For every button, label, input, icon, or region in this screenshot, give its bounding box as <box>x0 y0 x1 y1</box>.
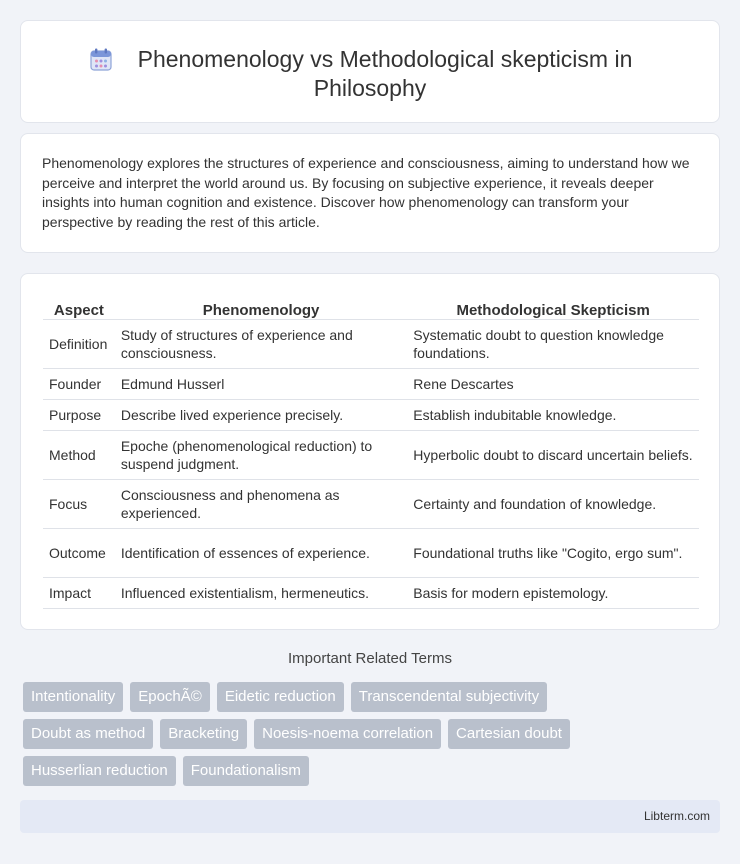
page-title-line1: Phenomenology vs Methodological skepticism in <box>137 46 633 72</box>
footer <box>20 800 720 833</box>
row-skepticism: Certainty and foundation of knowledge. <box>407 479 699 528</box>
row-aspect: Purpose <box>43 399 115 430</box>
tag-foundationalism[interactable]: Foundationalism <box>183 756 309 786</box>
tag-row <box>23 756 723 786</box>
tag-cartesian-doubt[interactable]: Cartesian doubt <box>448 719 570 749</box>
row-skepticism: Rene Descartes <box>407 368 699 399</box>
row-aspect: Focus <box>43 479 115 528</box>
header-aspect: Aspect <box>43 296 115 319</box>
comparison-table <box>43 296 699 609</box>
row-aspect: Outcome <box>43 528 115 577</box>
row-aspect: Definition <box>43 319 115 368</box>
title-card <box>20 20 720 123</box>
tag-row <box>23 719 723 749</box>
tag-row <box>23 682 723 712</box>
row-skepticism: Establish indubitable knowledge. <box>407 399 699 430</box>
tag-transcendental-subjectivity[interactable]: Transcendental subjectivity <box>351 682 547 712</box>
tag-intentionality[interactable]: Intentionality <box>23 682 123 712</box>
tag-bracketing[interactable]: Bracketing <box>160 719 247 749</box>
header-skepticism: Methodological Skepticism <box>407 296 699 319</box>
tag-noesis-noema[interactable]: Noesis-noema correlation <box>254 719 441 749</box>
tag-husserlian-reduction[interactable]: Husserlian reduction <box>23 756 176 786</box>
row-phenomenology: Epoche (phenomenological reduction) to suspend judgment. <box>115 430 407 479</box>
row-phenomenology: Study of structures of experience and consciousness. <box>115 319 407 368</box>
row-aspect: Method <box>43 430 115 479</box>
page-title <box>21 45 719 103</box>
table-row <box>43 528 699 577</box>
intro-card <box>20 133 720 253</box>
related-terms-title: Important Related Terms <box>288 650 452 667</box>
intro-paragraph: Phenomenology explores the structures of experience and consciousness, aiming to understand how we perceive and interpret the world around us. By focusing on subjective experience, it reveals deeper insights into human cognition and existence. Discover how phenomenology can transform your perspective by reading the rest of this article. <box>42 155 690 230</box>
row-phenomenology: Identification of essences of experience. <box>115 528 407 577</box>
row-aspect: Founder <box>43 368 115 399</box>
row-phenomenology: Consciousness and phenomena as experienced. <box>115 479 407 528</box>
page-title-line2: Philosophy <box>313 75 427 101</box>
row-phenomenology: Edmund Husserl <box>115 368 407 399</box>
table-row <box>43 319 699 368</box>
tag-doubt-as-method[interactable]: Doubt as method <box>23 719 153 749</box>
table-header-row <box>43 296 699 319</box>
row-phenomenology: Describe lived experience precisely. <box>115 399 407 430</box>
footer-site-link[interactable]: Libterm.com <box>643 809 710 823</box>
table-row <box>43 479 699 528</box>
table-row <box>43 577 699 608</box>
related-terms-list <box>23 682 723 793</box>
tag-eidetic-reduction[interactable]: Eidetic reduction <box>217 682 344 712</box>
comparison-card <box>20 273 720 630</box>
row-skepticism: Hyperbolic doubt to discard uncertain beliefs. <box>407 430 699 479</box>
row-aspect: Impact <box>43 577 115 608</box>
row-skepticism: Foundational truths like "Cogito, ergo sum". <box>407 528 699 577</box>
header-phenomenology: Phenomenology <box>115 296 407 319</box>
row-skepticism: Basis for modern epistemology. <box>407 577 699 608</box>
table-row <box>43 368 699 399</box>
tag-epoche[interactable]: EpochÃ© <box>130 682 210 712</box>
table-row <box>43 430 699 479</box>
row-skepticism: Systematic doubt to question knowledge foundations. <box>407 319 699 368</box>
row-phenomenology: Influenced existentialism, hermeneutics. <box>115 577 407 608</box>
table-row <box>43 399 699 430</box>
